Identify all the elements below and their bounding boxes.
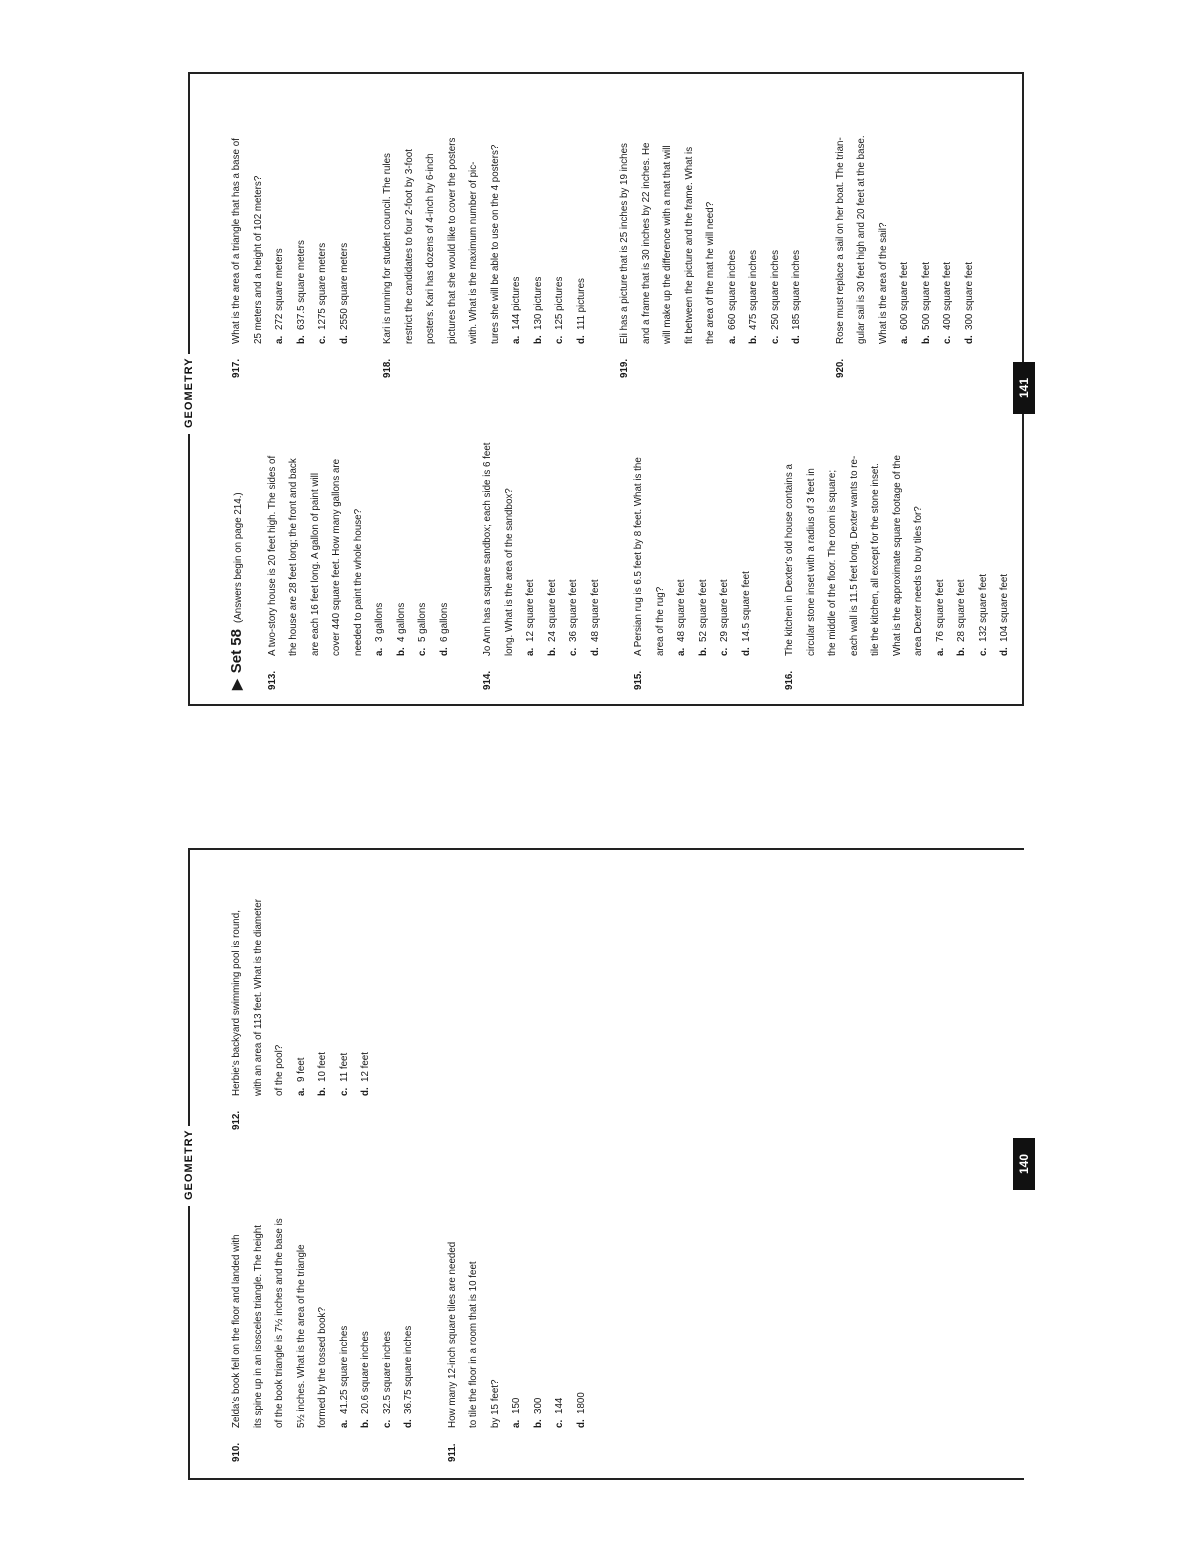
question-text-line: fit between the picture and the frame. What is [683,146,695,344]
option-text: 300 [532,1397,544,1414]
left-page-frame-bottom [188,1478,1024,1480]
answer-option [528,138,550,344]
option-letter: a. [274,335,285,344]
question-text-line: Eli has a picture that is 25 inches by 19 inches [619,143,630,344]
question-text-line: are each 16 feet long. A gallon of paint will [309,472,321,656]
right-page-frame-bottom [188,704,1024,706]
answer-option [722,143,744,345]
question-text-line: and a frame that is 30 inches by 22 inches. He [640,142,652,344]
option-text: 5 gallons [417,602,428,642]
set-title: Set 58 [228,629,245,674]
question-number: 916. [784,670,795,690]
question-915 [628,420,757,690]
answer-option [916,135,938,344]
option-text: 111 pictures [575,278,587,330]
question-text-line: tile the kitchen, all except for the stone inset. [870,463,881,656]
option-letter: b. [956,647,967,656]
answer-option [585,443,607,657]
option-letter: a. [934,647,946,656]
question-number: 918. [382,358,393,378]
option-text: 130 pictures [532,276,544,330]
option-text: 144 pictures [511,276,522,330]
answer-option [563,443,585,657]
option-letter: d. [575,335,587,344]
option-text: 12 square feet [525,579,536,642]
option-letter: b. [395,647,407,656]
answer-option [334,1218,356,1428]
option-text: 144 [554,1397,565,1414]
left-page-column-1 [226,1162,614,1462]
option-text: 500 square feet [920,261,932,330]
answer-option [334,899,356,1096]
answer-option [520,443,542,657]
question-text-line: area of the rug? [654,586,666,656]
question-text-line: Herbie's backyard swimming pool is round, [231,910,242,1096]
question-number: 913. [266,670,278,690]
question-number: 919. [619,358,630,378]
answer-option [937,135,959,344]
question-text-line: the house are 28 feet long; the front and back [288,458,299,656]
question-text-line: tures she will be able to use on the 4 posters? [489,144,501,344]
option-text: 48 square feet [676,579,687,642]
option-letter: b. [748,335,759,344]
answer-option [743,143,765,345]
option-text: 125 pictures [554,276,565,330]
option-text: 4 gallons [395,602,407,642]
answer-option [994,455,1016,656]
question-918 [377,78,592,378]
question-text-line: Jo Ann has a square sandbox; each side is 6 feet [482,442,493,656]
question-text-line: How many 12-inch square tiles are needed [446,1241,458,1428]
option-letter: c. [769,335,781,344]
option-text: 660 square inches [726,249,738,330]
left-page-rule [188,848,190,1126]
option-text: 28 square feet [956,579,967,642]
option-text: 400 square feet [942,261,953,330]
option-letter: a. [525,647,536,656]
answer-option [528,1242,550,1428]
option-letter: d. [589,647,601,656]
option-letter: d. [403,1419,414,1428]
option-text: 272 square meters [274,248,285,330]
option-letter: d. [963,335,975,344]
question-text-line: Kari is running for student council. The rules [382,153,393,344]
option-letter: b. [546,647,558,656]
question-number: 911. [446,1443,458,1462]
question-text-line: posters. Kari has dozens of 4-inch by 6-inch [425,153,436,344]
answer-option [312,899,334,1096]
option-text: 475 square inches [748,249,759,330]
answer-option [549,138,571,344]
option-text: 32.5 square inches [381,1331,393,1414]
question-text-line: needed to paint the whole house? [352,508,364,656]
option-text: 637.5 square meters [295,240,307,330]
option-text: 250 square inches [769,249,781,330]
question-916 [779,420,1016,690]
set-heading [226,420,250,690]
question-text-line: the middle of the floor. The room is square; [827,469,838,656]
answer-option [334,138,356,344]
question-text-line: will make up the difference with a mat that will [662,145,673,344]
option-text: 29 square feet [719,579,730,642]
answer-option [951,455,973,656]
answer-option [714,457,736,656]
option-text: 20.6 square inches [360,1331,371,1414]
right-page-number: 141 [1013,362,1035,414]
question-text-line: formed by the tossed book? [317,1307,328,1428]
question-text-line: of the book triangle is 7½ inches and the base is [274,1218,285,1428]
question-text-line: What is the area of a triangle that has a base of [231,138,242,344]
option-letter: c. [317,335,328,344]
question-number: 920. [834,358,846,378]
question-text-line: with an area of 113 feet. What is the diameter [252,899,264,1096]
option-text: 1800 [575,1392,587,1414]
right-page-header: GEOMETRY [183,357,195,428]
option-letter: c. [381,1419,393,1428]
set-note: (Answers begin on page 214.) [233,492,244,624]
question-919 [614,78,808,378]
answer-option [671,457,693,656]
question-text-line: 25 meters and a height of 102 meters? [252,175,264,344]
question-text-line: 5½ inches. What is the area of the triangle [295,1244,307,1428]
right-page-top-rule [188,72,190,354]
question-910 [226,1162,420,1462]
answer-option [571,1242,593,1428]
option-text: 9 feet [295,1057,307,1082]
answer-option [973,455,995,656]
question-text-line: A two-story house is 20 feet high. The sides of [266,455,278,656]
option-letter: d. [438,647,450,656]
left-page-header: GEOMETRY [183,1129,195,1200]
option-letter: a. [726,335,738,344]
answer-option [291,899,313,1096]
option-text: 12 feet [360,1052,371,1082]
option-letter: a. [676,647,687,656]
option-letter: b. [295,335,307,344]
option-text: 52 square feet [697,579,709,642]
option-text: 104 square feet [999,573,1010,642]
option-text: 300 square feet [963,261,975,330]
question-text-line: cover 440 square feet. How many gallons are [331,458,342,656]
question-number: 910. [231,1442,242,1462]
right-page-column-1 [226,420,1038,690]
option-letter: a. [295,1087,307,1096]
option-text: 3 gallons [374,602,385,642]
answer-option [894,135,916,344]
option-text: 14.5 square feet [740,571,752,642]
option-text: 185 square inches [791,249,802,330]
option-text: 150 [511,1397,522,1414]
option-letter: d. [575,1419,587,1428]
answer-option [369,456,391,656]
question-text-line: by 15 feet? [489,1379,501,1428]
question-913 [262,420,456,690]
option-text: 24 square feet [546,579,558,642]
option-text: 1275 square meters [317,242,328,330]
question-text-line: the area of the mat he will need? [705,201,716,344]
option-letter: c. [554,335,565,344]
option-letter: d. [791,335,802,344]
option-letter: b. [697,647,709,656]
answer-option [355,1218,377,1428]
question-text-line: with. What is the maximum number of pic- [468,161,479,344]
option-letter: d. [338,335,350,344]
question-text-line: area Dexter needs to buy tiles for? [913,506,924,656]
option-letter: b. [532,335,544,344]
question-text-line: restrict the candidates to four 2-foot by 3-foot [403,149,415,344]
option-text: 10 feet [317,1052,328,1082]
answer-option [542,443,564,657]
question-text-line: Rose must replace a sail on her boat. The trian- [834,137,846,344]
option-letter: a. [899,335,910,344]
option-text: 41.25 square inches [338,1325,350,1414]
question-text-line: of the pool? [274,1044,285,1096]
option-text: 36 square feet [568,579,579,642]
option-text: 600 square feet [899,261,910,330]
set-arrow-icon: ▶ [228,679,244,690]
option-letter: b. [317,1087,328,1096]
question-914 [477,420,606,690]
question-text-line: each wall is 11.5 feet long. Dexter wants to re- [848,455,860,656]
option-letter: a. [511,335,522,344]
question-text-line: long. What is the area of the sandbox? [503,488,515,656]
option-letter: a. [338,1419,350,1428]
option-letter: b. [360,1419,371,1428]
question-number: 915. [633,670,644,690]
option-letter: c. [568,647,579,656]
answer-option [930,455,952,656]
option-text: 36.75 square inches [403,1325,414,1414]
option-letter: d. [360,1087,371,1096]
question-number: 914. [482,670,493,690]
question-text-line: What is the area of the sail? [877,222,889,344]
right-page-column-2 [226,78,1002,378]
right-page-top-rule-lower [188,434,190,706]
option-letter: c. [977,647,989,656]
answer-option [736,457,758,656]
answer-option [693,457,715,656]
option-text: 2550 square meters [338,242,350,330]
question-text-line: A Persian rug is 6.5 feet by 8 feet. What is the [633,457,644,656]
option-text: 6 gallons [438,602,450,642]
question-text-line: to tile the floor in a room that is 10 feet [468,1261,479,1428]
question-text-line: pictures that she would like to cover the posters [446,137,458,344]
option-text: 48 square feet [589,579,601,642]
option-text: 76 square feet [934,579,946,642]
option-letter: b. [920,335,932,344]
left-page-number: 140 [1013,1138,1035,1190]
answer-option [506,138,528,344]
question-text-line: Zelda's book fell on the floor and landed with [231,1234,242,1428]
answer-option [506,1242,528,1428]
option-text: 132 square feet [977,573,989,642]
option-letter: d. [740,647,752,656]
answer-option [398,1218,420,1428]
question-text-line: What is the approximate square footage of the [891,455,903,656]
question-number: 917. [231,358,242,378]
left-page-column-2 [226,840,399,1130]
option-letter: c. [338,1087,350,1096]
answer-option [412,456,434,656]
option-letter: c. [942,335,953,344]
answer-option [786,143,808,345]
answer-option [355,899,377,1096]
answer-option [434,456,456,656]
option-letter: c. [554,1419,565,1428]
question-number: 912. [231,1110,242,1130]
answer-option [765,143,787,345]
answer-option [312,138,334,344]
option-letter: d. [999,647,1010,656]
question-text-line: The kitchen in Dexter's old house contains a [784,464,795,656]
option-letter: c. [417,647,428,656]
question-text-line: its spine up in an isosceles triangle. The height [252,1225,264,1428]
answer-option [291,138,313,344]
answer-option [391,456,413,656]
answer-option [549,1242,571,1428]
right-page-frame-top [188,72,1024,74]
question-920 [830,78,981,378]
question-text-line: circular stone inset with a radius of 3 feet in [805,468,817,656]
left-page-rule-lower [188,1206,190,1480]
answer-option [377,1218,399,1428]
option-letter: c. [719,647,730,656]
answer-option [269,138,291,344]
option-text: 11 feet [338,1052,350,1082]
answer-option [959,135,981,344]
question-text-line: gular sail is 30 feet high and 20 feet at the base. [856,135,867,344]
answer-option [571,138,593,344]
question-917 [226,78,355,378]
option-letter: a. [374,647,385,656]
option-letter: a. [511,1419,522,1428]
question-911 [442,1162,593,1462]
question-912 [226,840,377,1130]
option-letter: b. [532,1419,544,1428]
